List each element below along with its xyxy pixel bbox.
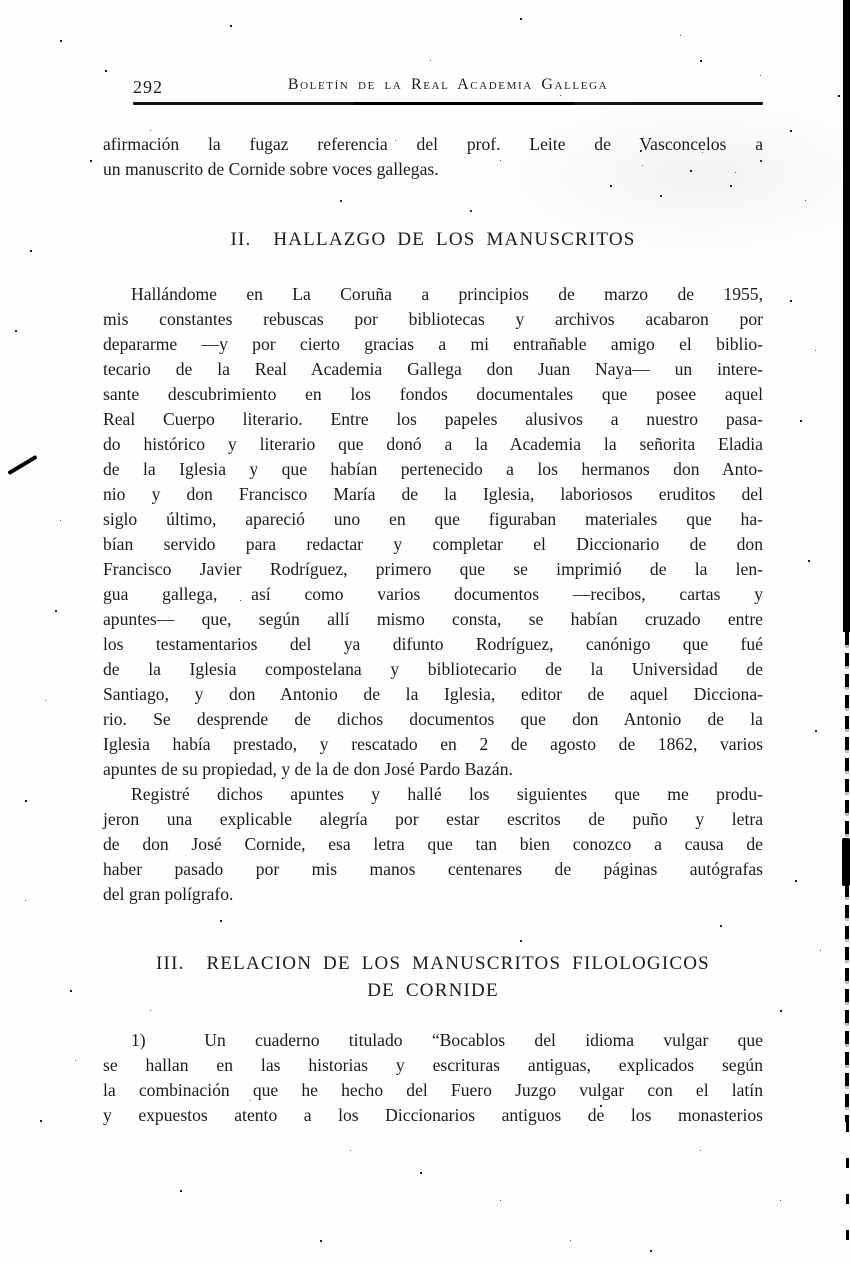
text-line: 1) Un cuaderno titulado “Bocablos del idioma vulgar que <box>131 1030 763 1050</box>
text-line: Real Cuerpo literario. Entre los papeles alusivos a nuestro pasa- <box>103 409 763 429</box>
section-heading <box>103 226 763 253</box>
text-line: rio. Se desprende de dichos documentos que don Antonio de la <box>103 709 763 729</box>
paragraph <box>103 782 763 907</box>
scan-edge-artifact-top <box>843 0 850 632</box>
text-line: Hallándome en La Coruña a principios de marzo de 1955, <box>131 284 763 304</box>
text-line: jeron una explicable alegría por estar escritos de puño y letra <box>103 809 763 829</box>
text-line: apuntes de su propiedad, y de la de don José Pardo Bazán. <box>103 759 513 779</box>
text-line: se hallan en las historias y escrituras antiguas, explicados según <box>103 1055 763 1075</box>
pen-mark <box>7 455 37 475</box>
text-line: bían servido para redactar y completar el Diccionario de don <box>103 534 763 554</box>
paragraph <box>103 1028 763 1128</box>
text-line: y expuestos atento a los Diccionarios antiguos de los monasterios <box>103 1105 763 1125</box>
text-line: Registré dichos apuntes y hallé los siguientes que me produ- <box>131 784 763 804</box>
scan-edge-artifact-blob <box>842 838 850 886</box>
text-line: los testamentarios del ya difunto Rodríguez, canónigo que fué <box>103 634 763 654</box>
text-line: DE CORNIDE <box>367 980 499 1001</box>
page-number: 292 <box>133 77 163 97</box>
text-line: siglo último, apareció uno en que figuraban materiales que ha- <box>103 509 763 529</box>
text-line: II. HALLAZGO DE LOS MANUSCRITOS <box>230 229 636 250</box>
text-line: de la Iglesia y que habían pertenecido a los hermanos don Anto- <box>103 459 763 479</box>
header-rule <box>133 102 763 105</box>
text-line: Santiago, y don Antonio de la Iglesia, editor de aquel Dicciona- <box>103 684 763 704</box>
paragraph <box>103 132 763 182</box>
text-line: tecario de la Real Academia Gallega don Juan Naya— un intere- <box>103 359 763 379</box>
text-line: de don José Cornide, esa letra que tan bien conozco a causa de <box>103 834 763 854</box>
scan-edge-artifact-bottom <box>846 1122 849 1263</box>
text-line: III. RELACION DE LOS MANUSCRITOS FILOLOGICOS <box>156 953 710 974</box>
section-heading <box>103 950 763 1004</box>
text-line: un manuscrito de Cornide sobre voces gallegas. <box>103 159 439 179</box>
text-line: Francisco Javier Rodríguez, primero que se imprimió de la len- <box>103 559 763 579</box>
text-line: del gran polígrafo. <box>103 884 234 904</box>
text-line: nio y don Francisco María de la Iglesia, laboriosos eruditos del <box>103 484 763 504</box>
text-line: haber pasado por mis manos centenares de páginas autógrafas <box>103 859 763 879</box>
text-line: de la Iglesia compostelana y bibliotecario de la Universidad de <box>103 659 763 679</box>
text-line: gua gallega, así como varios documentos —recibos, cartas y <box>103 584 763 604</box>
scan-noise-light <box>0 0 1 1</box>
paragraph <box>103 282 763 782</box>
text-line: sante descubrimiento en los fondos documentales que posee aquel <box>103 384 763 404</box>
running-title: Boletín de la Real Academia Gallega <box>287 76 609 93</box>
page-header <box>133 74 763 104</box>
text-line: depararme —y por cierto gracias a mi entrañable amigo el biblio- <box>103 334 763 354</box>
text-column <box>103 132 763 1128</box>
text-line: Iglesia había prestado, y rescatado en 2 de agosto de 1862, varios <box>103 734 763 754</box>
text-line: apuntes— que, según allí mismo consta, se habían cruzado entre <box>103 609 763 629</box>
text-line: la combinación que he hecho del Fuero Juzgo vulgar con el latín <box>103 1080 763 1100</box>
text-line: afirmación la fugaz referencia del prof. Leite de Vasconcelos a <box>103 134 763 154</box>
text-line: do histórico y literario que donó a la Academia la señorita Eladia <box>103 434 763 454</box>
text-line: mis constantes rebuscas por bibliotecas y archivos acabaron por <box>103 309 763 329</box>
